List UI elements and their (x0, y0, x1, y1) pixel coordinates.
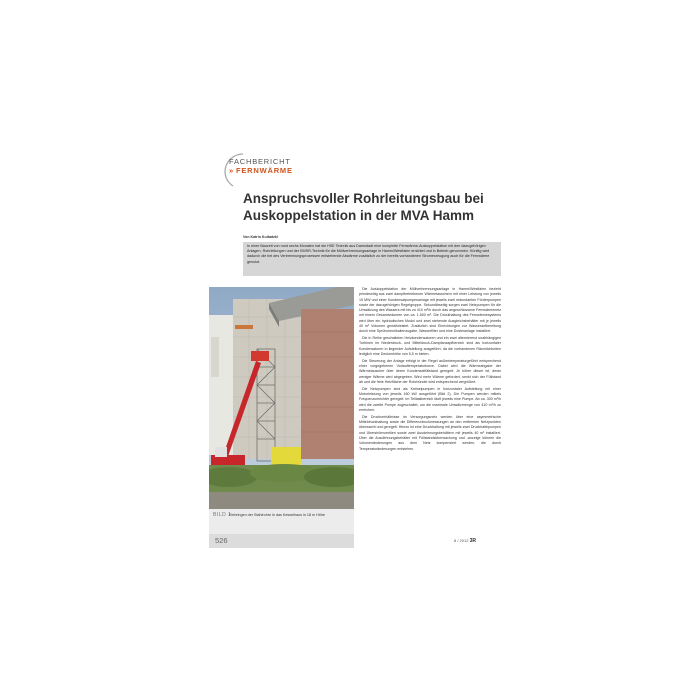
body-paragraph: Die Auskoppelstation der Müllverbrennungsanlage in Hamm/Westfalen bezieht primärseitig aus zwei dampfbetriebenen Wärmetauschern mit einer Leistung von jeweils 15 MW und einer Kondensatpumpenanlage mit jeweils zwei redundanten Förderpumpen sowie der dazugehörigen Regelgruppe. Sekundärseitig sorgen zwei Netzpumpen für die Umwälzung des Wassers mit bis zu 410 m³/h durch das angeschlossene Fernwärmenetz mit einem Gesamtvolumen von ca. 1.500 m³. Die Druckhaltung des Fernwärmesystems wird über ein hydraulisches Modul und zwei stehende Ausgleichsbehälter mit je jeweils 40 m³ Volumen gewährleistet. Zusätzlich sind Einrichtungen zur Wasseraufbereitung durch eine Sprühchemikalienzugabe, Wasserfilter und eine Dosieranlage installiert. (359, 287, 501, 334)
article-body (359, 287, 501, 527)
article-author: Von Katrin Kulbatzki (243, 235, 278, 239)
rubric-topic: FERNWÄRME (235, 166, 293, 175)
body-paragraph: Die Steuerung der Anlage erfolgt in der Regel außentemperaturgeführt entsprechend einer vorgegebenen Vorlauftemperaturkurve. Dabei wird die Wärmeabgabe der Wärmetauscher über deren Kondensatfüllstand geregelt: Je höher dieser ist, desto weniger Wärme wird abgegeben. Wird mehr Wärme gefordert, senkt sich der Füllstand ab und die freie Heizfläche der Rohrbündel wird entsprechend vergrößert. (359, 358, 501, 385)
page-number-bar (209, 534, 354, 548)
rubric-category: FACHBERICHT (229, 157, 291, 166)
page-footer (454, 538, 476, 544)
figure-label: BILD 1 (213, 512, 232, 518)
body-paragraph: Die Druckverhältnisse im Versorgungsnetz werden über eine asymmetrische Mitteldruckhaltung sowie die Differenzdruckmessungen an den entfernten Netzpunkten überwacht und geregelt. Hierzu ist eine Druckhaltung mit jeweils zwei Druckhaltepumpen und Überströmventilen sowie zwei Ausdehnungsbehältern mit jeweils 40 m³ installiert. Über die Ausdehnungsbehälter mit Füllstandsüberwachung und -anzeige können die Volumenänderungen aus dem Netz kompensiert werden, die durch Temperaturänderungen entstehen. (359, 414, 501, 451)
article-photo (209, 287, 354, 509)
chevron-icon: » (229, 166, 234, 175)
section-rubric (229, 157, 293, 175)
brand-logo: 3R (469, 538, 476, 544)
page-number: 526 (215, 536, 228, 545)
body-paragraph: Die Netzpumpen sind als Kreiselpumpen in horizontaler Aufstellung mit einer Motorleistung von jeweils 160 kW ausgeführt (Bild 2). Die Pumpen werden mittels Frequenzumrichter geregelt. Im Teillastbereich läuft jeweils eine Pumpe. Ab ca. 300 m³/h wird die zweite Pumpe zugeschaltet, um die maximale Umwälzmenge von 410 m³/h zu erreichen. (359, 386, 501, 413)
figure-caption-text: Einbringen der Stahlrohre in das Kesselhaus in 18 m Höhe (229, 512, 325, 517)
lead-box (243, 242, 501, 276)
magazine-page (209, 150, 501, 548)
lead-text: In einer Bauzeit von rund sechs Monaten hat die HSE Technik aus Darmstadt eine komplette Fernwärme-Auskoppelstation mit den dazugehörigen Anlagen, Rohrleitungen und der EMSR-Technik für die Müllverbrennungsanlage in Hamm/Westfalen errichtet und in Betrieb genommen. Künftig wird dadurch die bei des Verbrennungsprozessen entstehende Abwärme zusätzlich zu der bereits vorhandenen Stromerzeugung auch für die Fernwärme genutzt. (247, 244, 490, 264)
article-title: Anspruchsvoller Rohrleitungsbau bei Auskoppelstation in der MVA Hamm (243, 191, 484, 223)
figure-caption (209, 509, 354, 534)
issue-label: 8 / 2012 (454, 538, 469, 543)
body-paragraph: Die in Reihe geschalteten Heizkondensatoren und ein zwei alternierend unabhängigen Turbinen im Niederdruck- und Mitteldruck-Dampfanzapfbereich sind als horizontaler Kondensatoren in liegender Aufstellung ausgeführt, da die vorhandenen Räumlichkeiten lediglich eine Deckenhöhe von 5,5 m bieten. (359, 336, 501, 357)
